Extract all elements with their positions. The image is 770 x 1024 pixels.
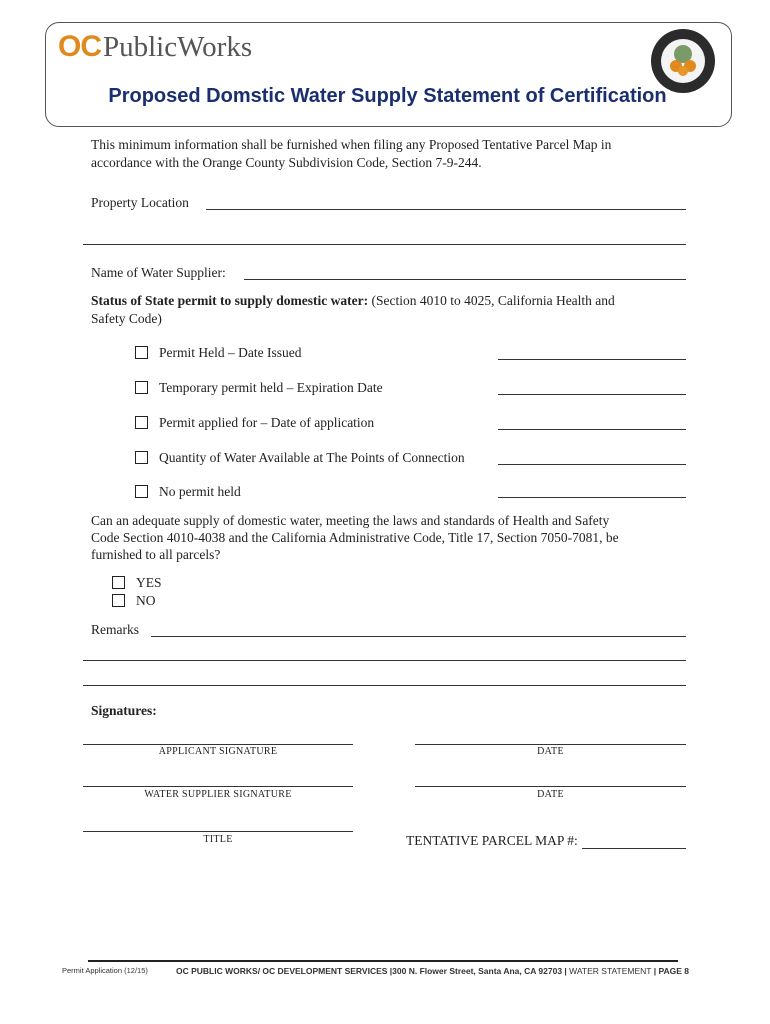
footer-right: [176, 966, 689, 976]
footer-address: OC PUBLIC WORKS/ OC DEVELOPMENT SERVICES |300 N. Flower Street, Santa Ana, CA 92703 |: [176, 966, 567, 976]
status-heading-bold: Status of State permit to supply domestic water:: [91, 293, 369, 308]
page-title: Proposed Domstic Water Supply Statement of Certification: [108, 85, 667, 107]
no-permit-field[interactable]: [498, 497, 686, 498]
supplier-date-field[interactable]: [415, 786, 686, 787]
expiration-date-field[interactable]: [498, 394, 686, 395]
logo-text: PublicWorks: [103, 30, 253, 63]
permit-option-label: Permit Held – Date Issued: [159, 345, 302, 360]
water-supplier-field[interactable]: [244, 279, 686, 280]
yes-label: YES: [136, 575, 162, 590]
question-line-2: Code Section 4010-4038 and the California Administrative Code, Title 17, Section 7050-7081, be: [91, 530, 619, 545]
permit-option-label: Permit applied for – Date of application: [159, 415, 375, 430]
status-heading-rest: (Section 4010 to 4025, California Health and: [368, 293, 615, 308]
applicant-date-label: DATE: [537, 746, 564, 757]
permit-held-date-field[interactable]: [498, 359, 686, 360]
footer-left: Permit Application (12/15): [62, 966, 148, 975]
tentative-parcel-map-field[interactable]: [582, 848, 686, 849]
permit-option-label: Quantity of Water Available at The Points of Connection: [159, 450, 465, 465]
no-label: NO: [136, 593, 156, 608]
no-checkbox[interactable]: [112, 594, 125, 607]
permit-option-label: No permit held: [159, 484, 241, 499]
applicant-date-field[interactable]: [415, 744, 686, 745]
footer-doc-name: WATER STATEMENT: [566, 966, 654, 976]
no-permit-checkbox[interactable]: [135, 485, 148, 498]
question-line-1: Can an adequate supply of domestic water, meeting the laws and standards of Health and Safety: [91, 513, 610, 528]
title-field[interactable]: [83, 831, 353, 832]
intro-line-2: accordance with the Orange County Subdivision Code, Section 7-9-244.: [91, 155, 482, 170]
quantity-water-field[interactable]: [498, 464, 686, 465]
signatures-heading: Signatures:: [91, 703, 157, 718]
remarks-field-line-3[interactable]: [83, 685, 686, 686]
permit-applied-checkbox[interactable]: [135, 416, 148, 429]
remarks-field-line-2[interactable]: [83, 660, 686, 661]
footer-page: | PAGE 8: [653, 966, 689, 976]
permit-held-checkbox[interactable]: [135, 346, 148, 359]
water-supplier-signature-field[interactable]: [83, 786, 353, 787]
application-date-field[interactable]: [498, 429, 686, 430]
footer-rule: [88, 960, 678, 962]
water-supplier-signature-label: WATER SUPPLIER SIGNATURE: [144, 789, 292, 800]
temporary-permit-checkbox[interactable]: [135, 381, 148, 394]
remarks-field[interactable]: [151, 636, 686, 637]
property-location-field-line-2[interactable]: [83, 244, 686, 245]
quantity-water-checkbox[interactable]: [135, 451, 148, 464]
oc-public-works-logo: [58, 30, 252, 64]
logo-oc: OC: [58, 30, 101, 63]
status-heading-line-2: Safety Code): [91, 311, 162, 326]
intro-line-1: This minimum information shall be furnished when filing any Proposed Tentative Parcel Map in: [91, 137, 612, 152]
tentative-parcel-map-label: TENTATIVE PARCEL MAP #:: [406, 833, 578, 848]
property-location-field[interactable]: [206, 209, 686, 210]
question-line-3: furnished to all parcels?: [91, 547, 221, 562]
title-label: TITLE: [203, 834, 233, 845]
property-location-label: Property Location: [91, 195, 189, 210]
applicant-signature-field[interactable]: [83, 744, 353, 745]
yes-checkbox[interactable]: [112, 576, 125, 589]
applicant-signature-label: APPLICANT SIGNATURE: [158, 746, 278, 757]
supplier-date-label: DATE: [537, 789, 564, 800]
water-supplier-label: Name of Water Supplier:: [91, 265, 226, 280]
status-heading: [91, 292, 615, 310]
permit-option-label: Temporary permit held – Expiration Date: [159, 380, 383, 395]
remarks-label: Remarks: [91, 622, 139, 637]
